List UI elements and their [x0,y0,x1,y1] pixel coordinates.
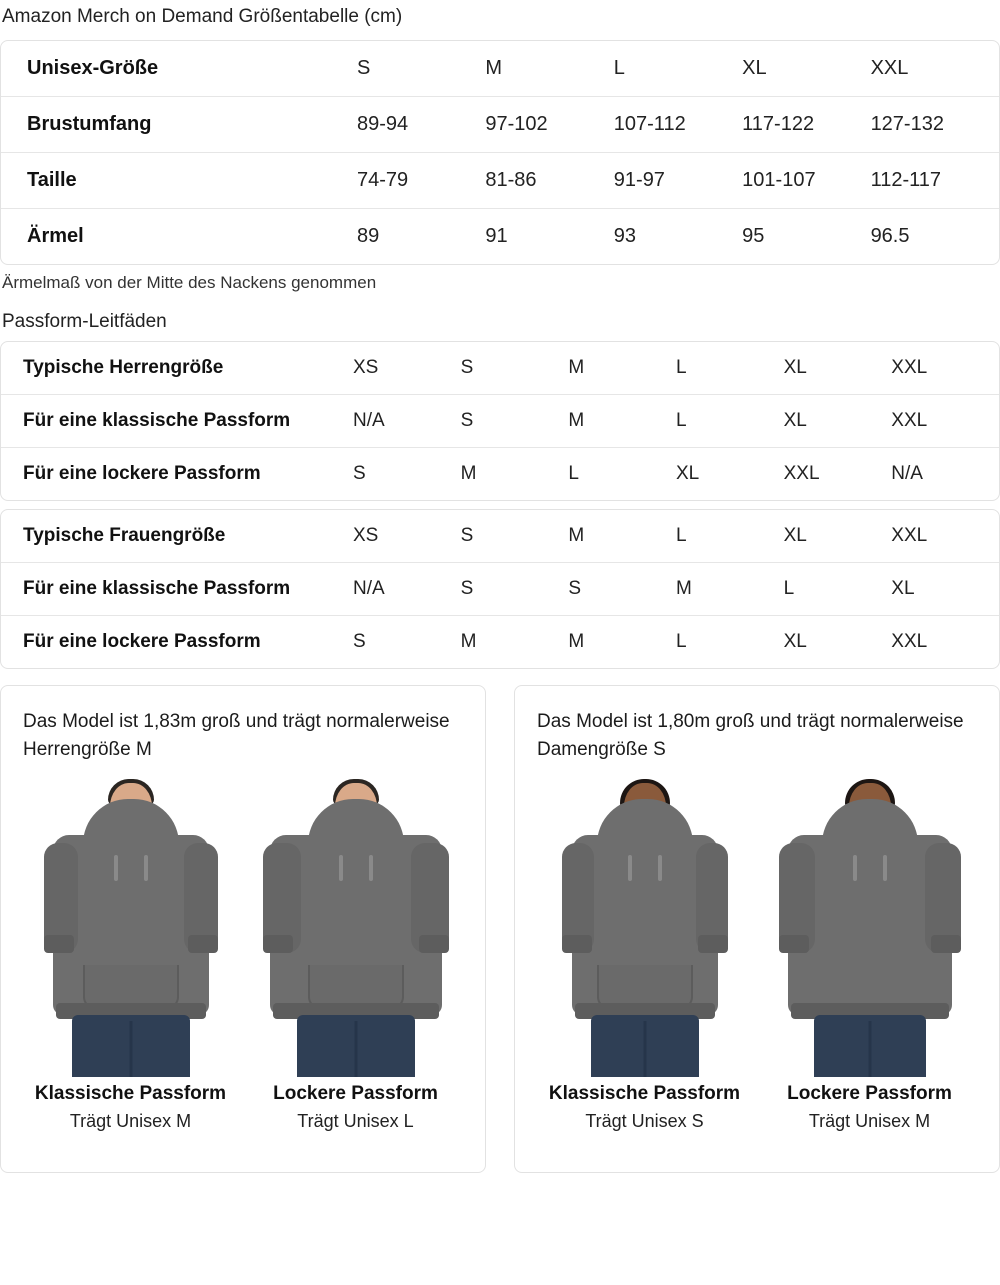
row-label: Brustumfang [1,97,357,153]
row-label: Typische Frauengröße [1,510,353,563]
row-value: 101-107 [742,153,870,209]
row-value: XS [353,510,461,563]
row-label: Taille [1,153,357,209]
row-value: S [357,41,485,97]
row-value: XS [353,342,461,395]
row-value: XXL [891,631,928,652]
table-row [1,41,999,97]
figure-relaxed-fit [762,773,977,1132]
row-label: Unisex-Größe [1,41,357,97]
row-value: XL [742,41,870,97]
row-label: Typische Herrengröße [1,342,353,395]
row-value: S [461,342,569,395]
figure-relaxed-fit [248,773,463,1132]
row-value: XL [891,563,999,616]
table-row [1,448,999,501]
row-value: 112-117 [871,153,999,209]
row-value: M [460,631,477,652]
row-value: 91 [485,225,508,247]
row-value: S [461,563,569,616]
row-value: XXL [891,510,999,563]
figure-title: Klassische Passform [548,1083,741,1105]
row-label: Für eine lockere Passform [23,631,261,652]
female-model-card [514,685,1000,1173]
table-row [1,395,999,448]
figure-subtitle: Trägt Unisex S [585,1111,704,1132]
row-value: 89-94 [357,97,485,153]
female-relaxed-fit-photo [775,777,965,1077]
row-value: XXL [891,395,999,448]
measurements-card [0,40,1000,265]
row-label: Für eine lockere Passform [23,463,261,484]
figure-title: Lockere Passform [273,1083,438,1105]
row-value: L [784,563,892,616]
row-value: N/A [353,563,461,616]
row-value: 93 [613,225,637,247]
row-value: XXL [783,463,820,484]
mens-fit-card [0,341,1000,501]
row-value: L [676,342,784,395]
row-value: XL [784,395,892,448]
row-value: M [568,395,676,448]
figure-subtitle: Trägt Unisex L [297,1111,414,1132]
male-model-card [0,685,486,1173]
table-row [1,209,999,265]
table-row [1,342,999,395]
row-value: N/A [891,463,923,484]
row-value: XL [784,510,892,563]
row-value: M [568,510,676,563]
row-value: L [676,510,784,563]
table-row [1,616,999,669]
table-row [1,97,999,153]
row-value: N/A [353,395,461,448]
row-label: Ärmel [27,225,84,247]
row-value: S [461,510,569,563]
row-value: XXL [871,41,999,97]
figure-classic-fit [537,773,752,1132]
row-value: S [353,463,366,484]
row-value: S [568,563,676,616]
row-value: XXL [891,342,999,395]
mens-fit-table [1,342,999,500]
row-value: 95 [742,225,765,247]
male-relaxed-fit-photo [261,777,451,1077]
row-label: Für eine klassische Passform [1,563,353,616]
sleeve-note: Ärmelmaß von der Mitte des Nackens genommen [2,273,377,292]
row-value: S [353,631,366,652]
page-title: Amazon Merch on Demand Größentabelle (cm) [2,6,403,27]
row-value: L [614,41,742,97]
figure-group [23,773,463,1132]
figure-group [537,773,977,1132]
figure-classic-fit [23,773,238,1132]
row-value: M [460,463,477,484]
row-value: M [568,342,676,395]
row-value: M [485,41,613,97]
row-label: Für eine klassische Passform [1,395,353,448]
measurements-table [1,41,999,264]
womens-fit-card [0,509,1000,669]
row-value: 81-86 [485,153,613,209]
fit-guides-label: Passform-Leitfäden [2,311,167,332]
figure-title: Lockere Passform [787,1083,952,1105]
model-cards-row [0,685,1000,1173]
table-row [1,510,999,563]
row-value: L [568,463,579,484]
row-value: M [676,563,784,616]
female-classic-fit-photo [550,777,740,1077]
model-caption: Das Model ist 1,80m groß und trägt normalerweise Damengröße S [537,711,964,760]
male-classic-fit-photo [36,777,226,1077]
row-value: 117-122 [742,97,870,153]
row-value: 127-132 [871,97,999,153]
row-value: 89 [357,225,380,247]
row-value: 96.5 [870,225,910,247]
row-value: L [675,631,687,652]
figure-title: Klassische Passform [34,1083,227,1105]
row-value: 107-112 [614,97,742,153]
figure-subtitle: Trägt Unisex M [69,1111,192,1132]
row-value: M [568,631,585,652]
row-value: 74-79 [357,153,485,209]
row-value: 97-102 [485,97,613,153]
model-caption: Das Model ist 1,83m groß und trägt normalerweise Herrengröße M [23,711,450,760]
row-value: L [676,395,784,448]
womens-fit-table [1,510,999,668]
table-row [1,563,999,616]
row-value: S [461,395,569,448]
row-value: XL [783,631,807,652]
figure-subtitle: Trägt Unisex M [808,1111,931,1132]
table-row [1,153,999,209]
row-value: XL [675,463,700,484]
row-value: XL [784,342,892,395]
row-value: 91-97 [614,153,742,209]
